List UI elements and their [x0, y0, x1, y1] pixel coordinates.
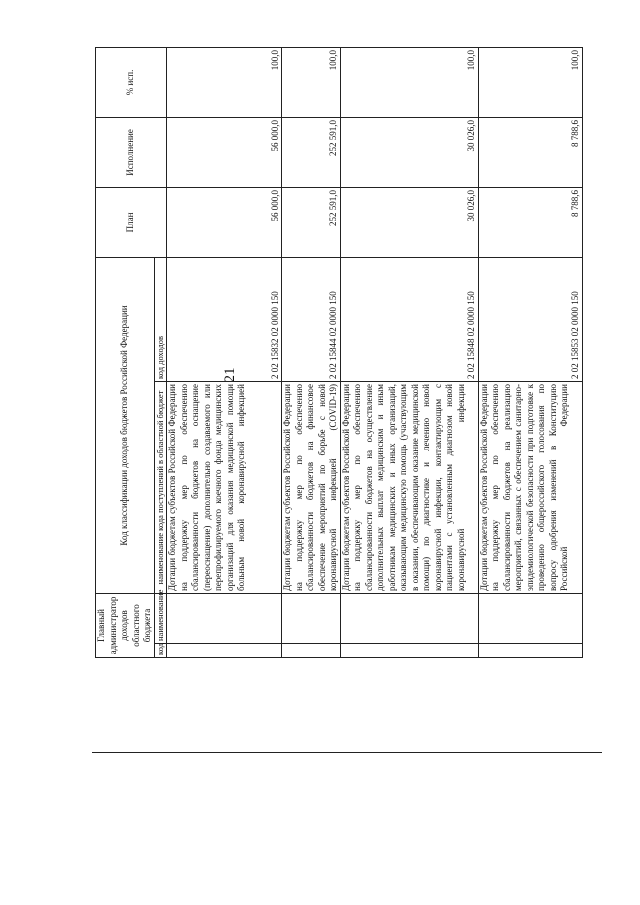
admin-name-cell: [282, 594, 341, 644]
income-code-cell: 2 02 15853 02 0000 150: [478, 257, 582, 381]
header-admin-name: наименование: [154, 594, 167, 644]
header-admin-code: код: [154, 644, 167, 658]
plan-cell: 8 788,6: [478, 187, 582, 257]
table-row: [478, 47, 582, 657]
plan-cell: 56 000,0: [167, 187, 282, 257]
header-income-name: наименование кода поступлений в областной бюджет: [154, 382, 167, 594]
admin-code-cell: [340, 644, 478, 658]
header-classification: Код классификации доходов бюджетов Российской Федерации: [96, 257, 155, 593]
table-row: [167, 47, 282, 657]
income-code-cell: 2 02 15848 02 0000 150: [340, 257, 478, 381]
table-row: [282, 47, 341, 657]
percent-cell: 100,0: [478, 47, 582, 117]
income-code-cell: 2 02 15844 02 0000 150: [282, 257, 341, 381]
header-plan: План: [96, 187, 167, 257]
page-divider-line: [92, 752, 602, 753]
admin-name-cell: [167, 594, 282, 644]
income-name-cell: Дотации бюджетам субъектов Российской Федерации на поддержку мер по обеспечению сбалансированности бюджетов на осуществление дополнительных выплат медицинским и иным работникам медицинских и иных организаций, оказывающим медицинскую помощь (участвующим в оказании, обеспечивающим оказание медицинской помощи) по диагностике и лечению новой коронавирусной инфекции, контактирующим с пациентами с установленным диагнозом новой коронавирусной инфекции: [340, 382, 478, 594]
admin-code-cell: [282, 644, 341, 658]
table-row: [340, 47, 478, 657]
admin-name-cell: [340, 594, 478, 644]
admin-code-cell: [478, 644, 582, 658]
page-number: 21: [222, 367, 238, 383]
budget-income-table: [95, 47, 583, 658]
execution-cell: 8 788,6: [478, 117, 582, 187]
income-name-cell: Дотации бюджетам субъектов Российской Федерации на поддержку мер по обеспечению сбалансированности бюджетов на финансовое обеспечение мероприятий по борьбе с новой коронавирусной инфекцией (COVID-19): [282, 382, 341, 594]
admin-name-cell: [478, 594, 582, 644]
percent-cell: 100,0: [282, 47, 341, 117]
percent-cell: 100,0: [340, 47, 478, 117]
execution-cell: 56 000,0: [167, 117, 282, 187]
income-name-cell: Дотации бюджетам субъектов Российской Федерации на поддержку мер по обеспечению сбалансированности бюджетов на реализацию мероприятий, связанных с обеспечением санитарно-эпидемиологической безопасности при подготовке к проведению общероссийского голосования по вопросу одобрения изменений в Конституцию Российской Федерации: [478, 382, 582, 594]
header-income-code: код доходов: [154, 257, 167, 381]
header-percent: % исп.: [96, 47, 167, 117]
admin-code-cell: [167, 644, 282, 658]
percent-cell: 100,0: [167, 47, 282, 117]
rotated-table-container: [95, 48, 580, 658]
header-admin: Главный администратор доходов областного бюджета: [96, 594, 155, 658]
plan-cell: 30 026,0: [340, 187, 478, 257]
execution-cell: 252 591,0: [282, 117, 341, 187]
header-execution: Исполнение: [96, 117, 167, 187]
income-code-cell: 2 02 15832 02 0000 150: [167, 257, 282, 381]
execution-cell: 30 026,0: [340, 117, 478, 187]
plan-cell: 252 591,0: [282, 187, 341, 257]
income-name-cell: Дотации бюджетам субъектов Российской Федерации на поддержку мер по обеспечению сбалансированности бюджетов на оснащение (переоснащение) дополнительно создаваемого или перепрофилируемого коечного фонда медицинских организаций для оказания медицинской помощи больным новой коронавирусной инфекцией: [167, 382, 282, 594]
